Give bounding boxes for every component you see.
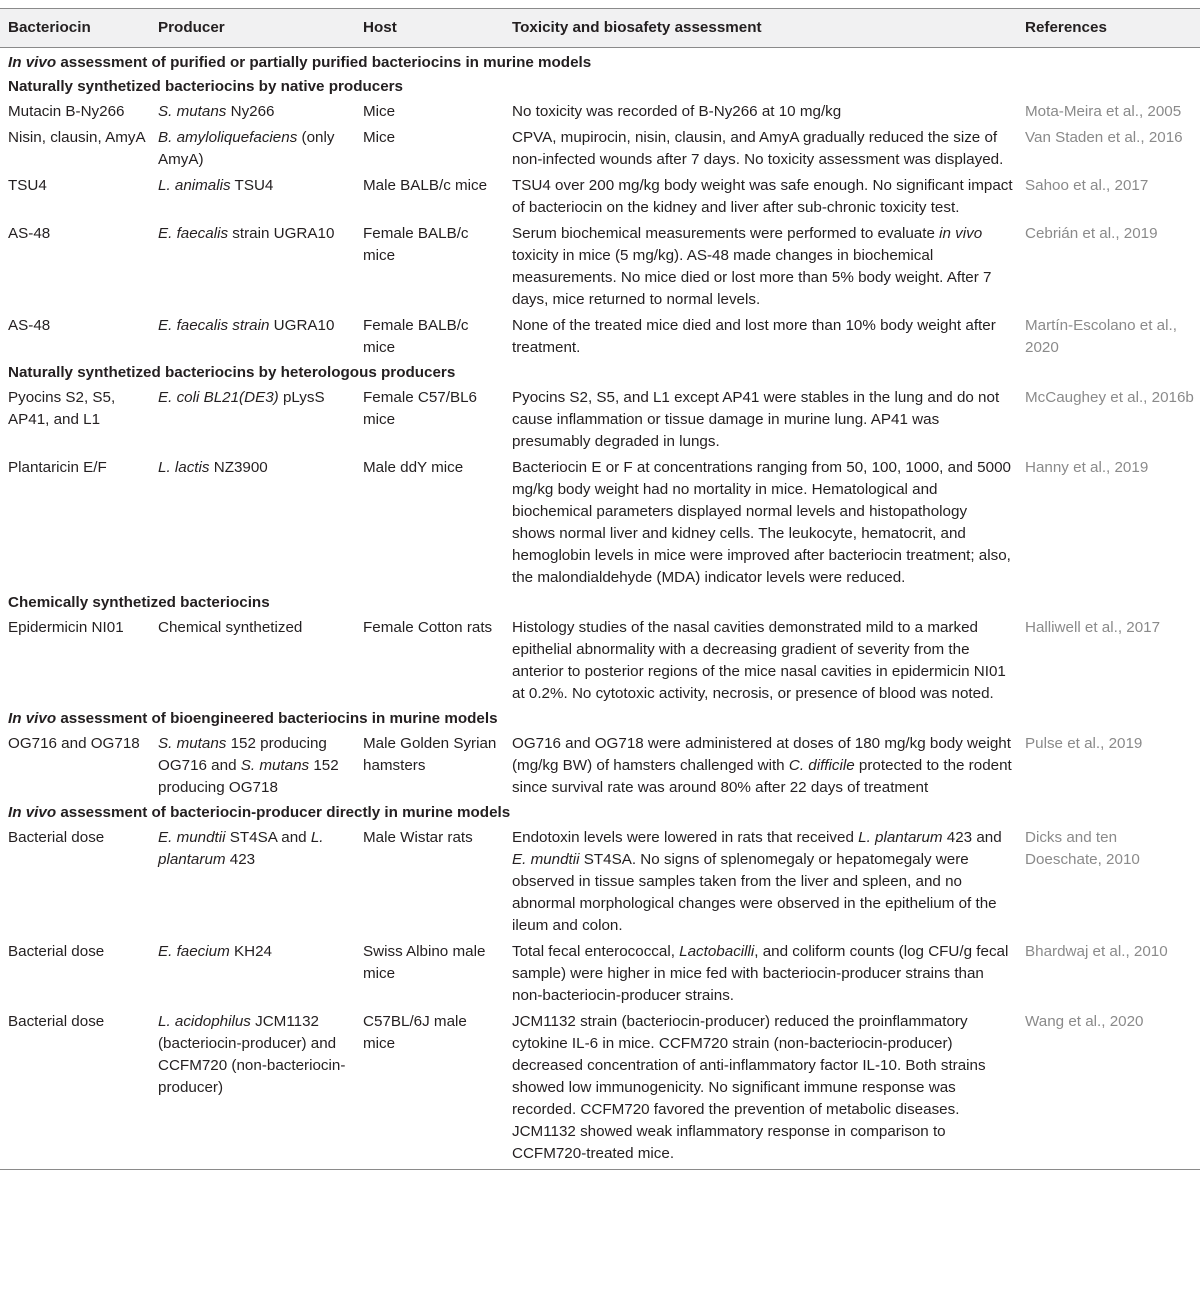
cell-bacteriocin: Mutacin B-Ny266	[8, 103, 125, 120]
cell-host: Female Cotton rats	[363, 619, 493, 636]
table-row	[0, 614, 1200, 706]
cell-host: Female BALB/c mice	[363, 317, 469, 356]
table-row	[0, 1008, 1200, 1170]
cell-toxicity: Endotoxin levels were lowered in rats that received L. plantarum 423 and E. mundtii ST4SA. No signs of splenomegaly or hepatomegaly were observed in tissue samples taken from the liver and spleen, and no abnormal morphological changes were observed in the epithelium of the ileum and colon.	[512, 829, 1002, 934]
section-heading-italic: In vivo	[8, 54, 57, 71]
table-row	[0, 124, 1200, 172]
cell-reference[interactable]: Wang et al., 2020	[1017, 1008, 1200, 1170]
cell-producer: E. faecium KH24	[158, 943, 272, 960]
subsection-heading: Chemically synthetized bacteriocins	[8, 594, 270, 611]
cell-toxicity: Pyocins S2, S5, and L1 except AP41 were stables in the lung and do not cause inflammation or tissue damage in murine lung. AP41 was presumably degraded in lungs.	[512, 389, 1000, 450]
table-row	[0, 220, 1200, 312]
cell-producer: S. mutans Ny266	[158, 103, 275, 120]
cell-reference[interactable]: Bhardwaj et al., 2010	[1025, 943, 1168, 960]
cell-host: Male Wistar rats	[363, 829, 473, 846]
table-row	[0, 98, 1200, 124]
table-row	[0, 384, 1200, 454]
cell-toxicity: OG716 and OG718 were administered at doses of 180 mg/kg body weight (mg/kg BW) of hamsters challenged with C. difficile protected to the rodent since survival rate was around 80% after 22 days of treatment	[512, 735, 1012, 796]
cell-toxicity: Total fecal enterococcal, Lactobacilli, and coliform counts (log CFU/g fecal sample) were higher in mice fed with bacteriocin-producer strains than non-bacteriocin-producer strains.	[512, 943, 1009, 1004]
section-heading-text: assessment of bioengineered bacteriocins in murine models	[56, 710, 498, 727]
section-heading-italic: In vivo	[8, 804, 57, 821]
section-heading-text: assessment of purified or partially purified bacteriocins in murine models	[56, 54, 592, 71]
cell-producer: S. mutans 152 producing OG716 and S. mutans 152 producing OG718	[158, 735, 339, 796]
cell-bacteriocin: AS-48	[8, 225, 51, 242]
section-heading-italic: In vivo	[8, 710, 57, 727]
table-row	[0, 312, 1200, 360]
cell-reference[interactable]: McCaughey et al., 2016b	[1025, 389, 1194, 406]
header-producer: Producer	[150, 9, 355, 48]
table-header	[0, 9, 1200, 48]
cell-producer: Chemical synthetized	[158, 619, 303, 636]
cell-reference[interactable]: Martín-Escolano et al., 2020	[1025, 317, 1177, 356]
cell-reference[interactable]: Hanny et al., 2019	[1025, 459, 1149, 476]
header-host: Host	[355, 9, 504, 48]
cell-reference[interactable]: Halliwell et al., 2017	[1025, 619, 1161, 636]
cell-bacteriocin: Pyocins S2, S5, AP41, and L1	[8, 389, 116, 428]
cell-producer: L. acidophilus JCM1132 (bacteriocin-producer) and CCFM720 (non-bacteriocin-producer)	[150, 1008, 355, 1170]
cell-toxicity: TSU4 over 200 mg/kg body weight was safe enough. No significant impact of bacteriocin on the kidney and liver after sub-chronic toxicity test.	[512, 177, 1013, 216]
cell-producer: B. amyloliquefaciens (only AmyA)	[158, 129, 335, 168]
header-bacteriocin: Bacteriocin	[0, 9, 150, 48]
cell-producer: E. mundtii ST4SA and L. plantarum 423	[158, 829, 324, 868]
cell-reference[interactable]: Mota-Meira et al., 2005	[1025, 103, 1182, 120]
cell-toxicity: JCM1132 strain (bacteriocin-producer) reduced the proinflammatory cytokine IL-6 in mice. CCFM720 strain (non-bacteriocin-producer) decreased concentration of anti-inflammatory factor IL-10. Both strains showed low immunogenicity. No significant immune response was recorded. CCFM720 favored the prevention of metabolic diseases. JCM1132 showed weak inflammatory response in comparison to CCFM720-treated mice.	[504, 1008, 1017, 1170]
cell-host: Male ddY mice	[363, 459, 464, 476]
table-row	[0, 454, 1200, 590]
cell-bacteriocin: Nisin, clausin, AmyA	[8, 129, 146, 146]
cell-toxicity: None of the treated mice died and lost more than 10% body weight after treatment.	[512, 317, 996, 356]
cell-host: Female BALB/c mice	[363, 225, 469, 264]
section-heading-text: assessment of bacteriocin-producer directly in murine models	[56, 804, 511, 821]
cell-producer: L. lactis NZ3900	[158, 459, 268, 476]
cell-producer: E. coli BL21(DE3) pLysS	[158, 389, 325, 406]
cell-toxicity: Serum biochemical measurements were performed to evaluate in vivo toxicity in mice (5 mg/kg). AS-48 made changes in biochemical measurements. No mice died or lost more than 5% body weight. After 7 days, mice returned to normal levels.	[512, 225, 992, 308]
table-row	[0, 824, 1200, 938]
cell-toxicity: No toxicity was recorded of B-Ny266 at 10 mg/kg	[512, 103, 842, 120]
cell-host: Female C57/BL6 mice	[363, 389, 477, 428]
table-row	[0, 938, 1200, 1008]
cell-toxicity: CPVA, mupirocin, nisin, clausin, and AmyA gradually reduced the size of non-infected wounds after 7 days. No toxicity assessment was displayed.	[512, 129, 1004, 168]
header-toxicity: Toxicity and biosafety assessment	[504, 9, 1017, 48]
cell-producer: E. faecalis strain UGRA10	[158, 225, 335, 242]
subsection-heading: Naturally synthetized bacteriocins by heterologous producers	[8, 364, 456, 381]
section-heading	[0, 706, 1200, 730]
cell-toxicity: Bacteriocin E or F at concentrations ranging from 50, 100, 1000, and 5000 mg/kg body weight had no mortality in mice. Hematological and biochemical parameters displayed normal levels and histopathology shows normal liver and kidney cells. The leukocyte, hematocrit, and hemoglobin levels in mice were improved after bacteriocin treatment; also, the malondialdehyde (MDA) indicator levels were reduced.	[512, 459, 1011, 586]
cell-host: C57BL/6J male mice	[355, 1008, 504, 1170]
cell-bacteriocin: Plantaricin E/F	[8, 459, 107, 476]
cell-host: Male BALB/c mice	[363, 177, 488, 194]
cell-bacteriocin: TSU4	[8, 177, 47, 194]
cell-producer: L. animalis TSU4	[158, 177, 274, 194]
bacteriocin-table	[0, 8, 1200, 1170]
cell-bacteriocin: Bacterial dose	[0, 1008, 150, 1170]
cell-host: Swiss Albino male mice	[363, 943, 486, 982]
cell-reference[interactable]: Cebrián et al., 2019	[1025, 225, 1158, 242]
cell-bacteriocin: OG716 and OG718	[8, 735, 140, 752]
cell-bacteriocin: Bacterial dose	[8, 829, 105, 846]
cell-host: Mice	[363, 129, 396, 146]
cell-host: Male Golden Syrian hamsters	[363, 735, 497, 774]
cell-bacteriocin: AS-48	[8, 317, 51, 334]
header-references: References	[1017, 9, 1200, 48]
cell-host: Mice	[363, 103, 396, 120]
cell-reference[interactable]: Van Staden et al., 2016	[1025, 129, 1183, 146]
cell-bacteriocin: Epidermicin NI01	[8, 619, 124, 636]
subsection-heading: Naturally synthetized bacteriocins by native producers	[8, 78, 403, 95]
section-heading	[0, 800, 1200, 824]
cell-reference[interactable]: Sahoo et al., 2017	[1025, 177, 1149, 194]
table-row	[0, 172, 1200, 220]
cell-toxicity: Histology studies of the nasal cavities demonstrated mild to a marked epithelial abnormality with a decreasing gradient of severity from the anterior to posterior regions of the mice nasal cavities in epidermicin NI01 at 0.2%. No cytotoxic activity, necrosis, or presence of blood was noted.	[512, 619, 1006, 702]
cell-producer: E. faecalis strain UGRA10	[158, 317, 335, 334]
cell-bacteriocin: Bacterial dose	[8, 943, 105, 960]
cell-reference[interactable]: Pulse et al., 2019	[1025, 735, 1143, 752]
section-heading	[0, 48, 1200, 75]
table-row	[0, 730, 1200, 800]
cell-reference[interactable]: Dicks and ten Doeschate, 2010	[1025, 829, 1140, 868]
